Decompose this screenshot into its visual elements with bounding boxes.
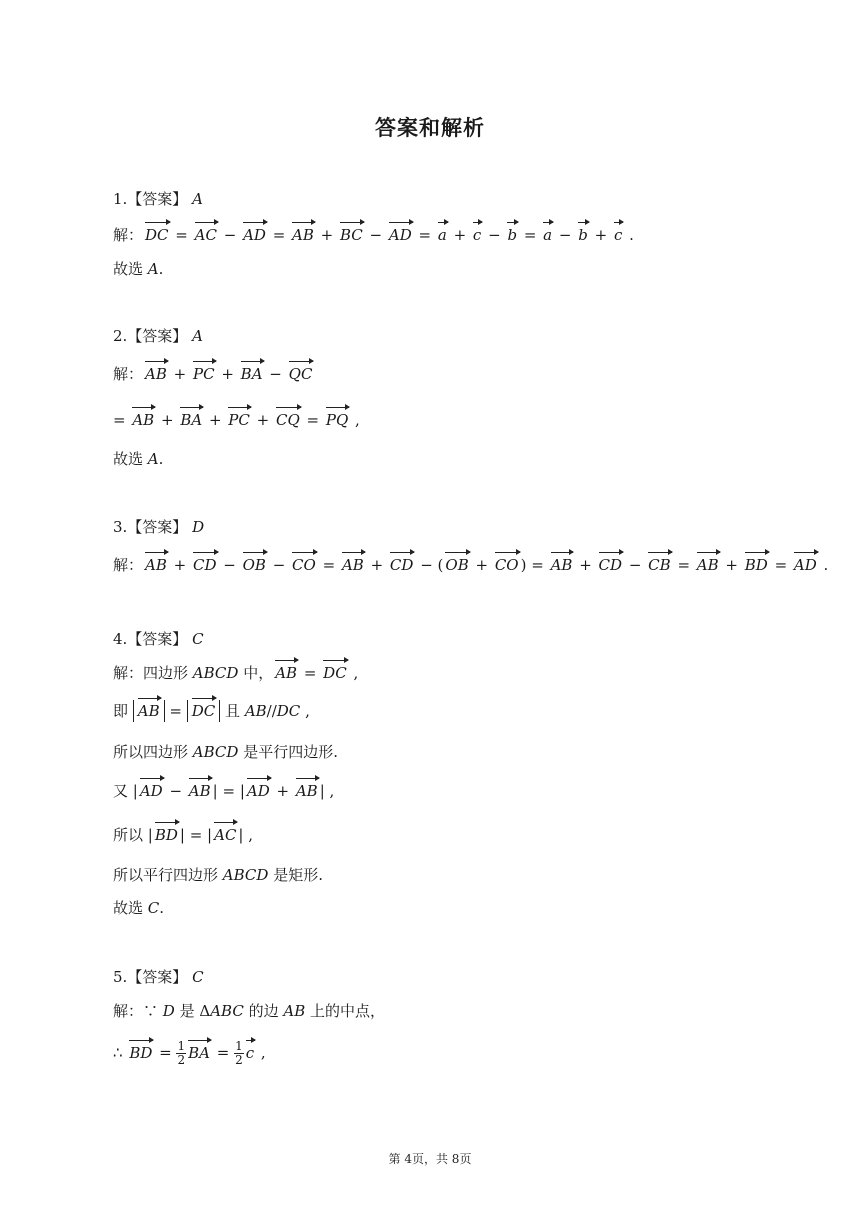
text-line: 所以平行四边形 ABCD 是矩形. xyxy=(113,866,323,884)
text-line: 解：∵ D 是 ΔABC 的边 AB 上的中点， xyxy=(113,1002,385,1020)
page-footer: 第 4页，共 8页 xyxy=(388,1152,472,1166)
text-line: 故选 A. xyxy=(113,450,164,468)
text-line: 解： AB + PC + BA − QC xyxy=(113,365,313,383)
text-line: 解：四边形 ABCD 中， AB = DC , xyxy=(113,664,359,682)
text-line: = AB + BA + PC + CQ = PQ , xyxy=(113,411,360,429)
text-line: 3.【答案】 D xyxy=(113,518,205,536)
text-line: 4.【答案】 C xyxy=(113,630,204,648)
text-line: 解： DC = AC − AD = AB + BC − AD = a + c − b = a − b + c . xyxy=(113,226,634,244)
text-line: 又 | AD − AB | = | AD + AB | , xyxy=(113,782,335,800)
text-line: 5.【答案】 C xyxy=(113,968,204,986)
text-line: 即 AB = DC 且 AB//DC , xyxy=(113,702,310,720)
text-line: 所以 | BD | = | AC | , xyxy=(113,826,254,844)
page-title: 答案和解析 xyxy=(375,116,485,140)
text-line: 1.【答案】 A xyxy=(113,190,203,208)
text-line: 故选 C. xyxy=(113,899,165,917)
text-line: ∴ BD = $\frac{1}{2}$ BA = $\frac{1}{2}$ c , xyxy=(113,1039,266,1067)
text-line: 2.【答案】 A xyxy=(113,327,203,345)
text-line: 解： AB + CD − OB − CO = AB + CD − ( OB + CO ) = AB + CD − CB = AB + BD = AD . xyxy=(113,556,829,574)
text-line: 故选 A. xyxy=(113,260,164,278)
text-line: 所以四边形 ABCD 是平行四边形. xyxy=(113,743,338,761)
